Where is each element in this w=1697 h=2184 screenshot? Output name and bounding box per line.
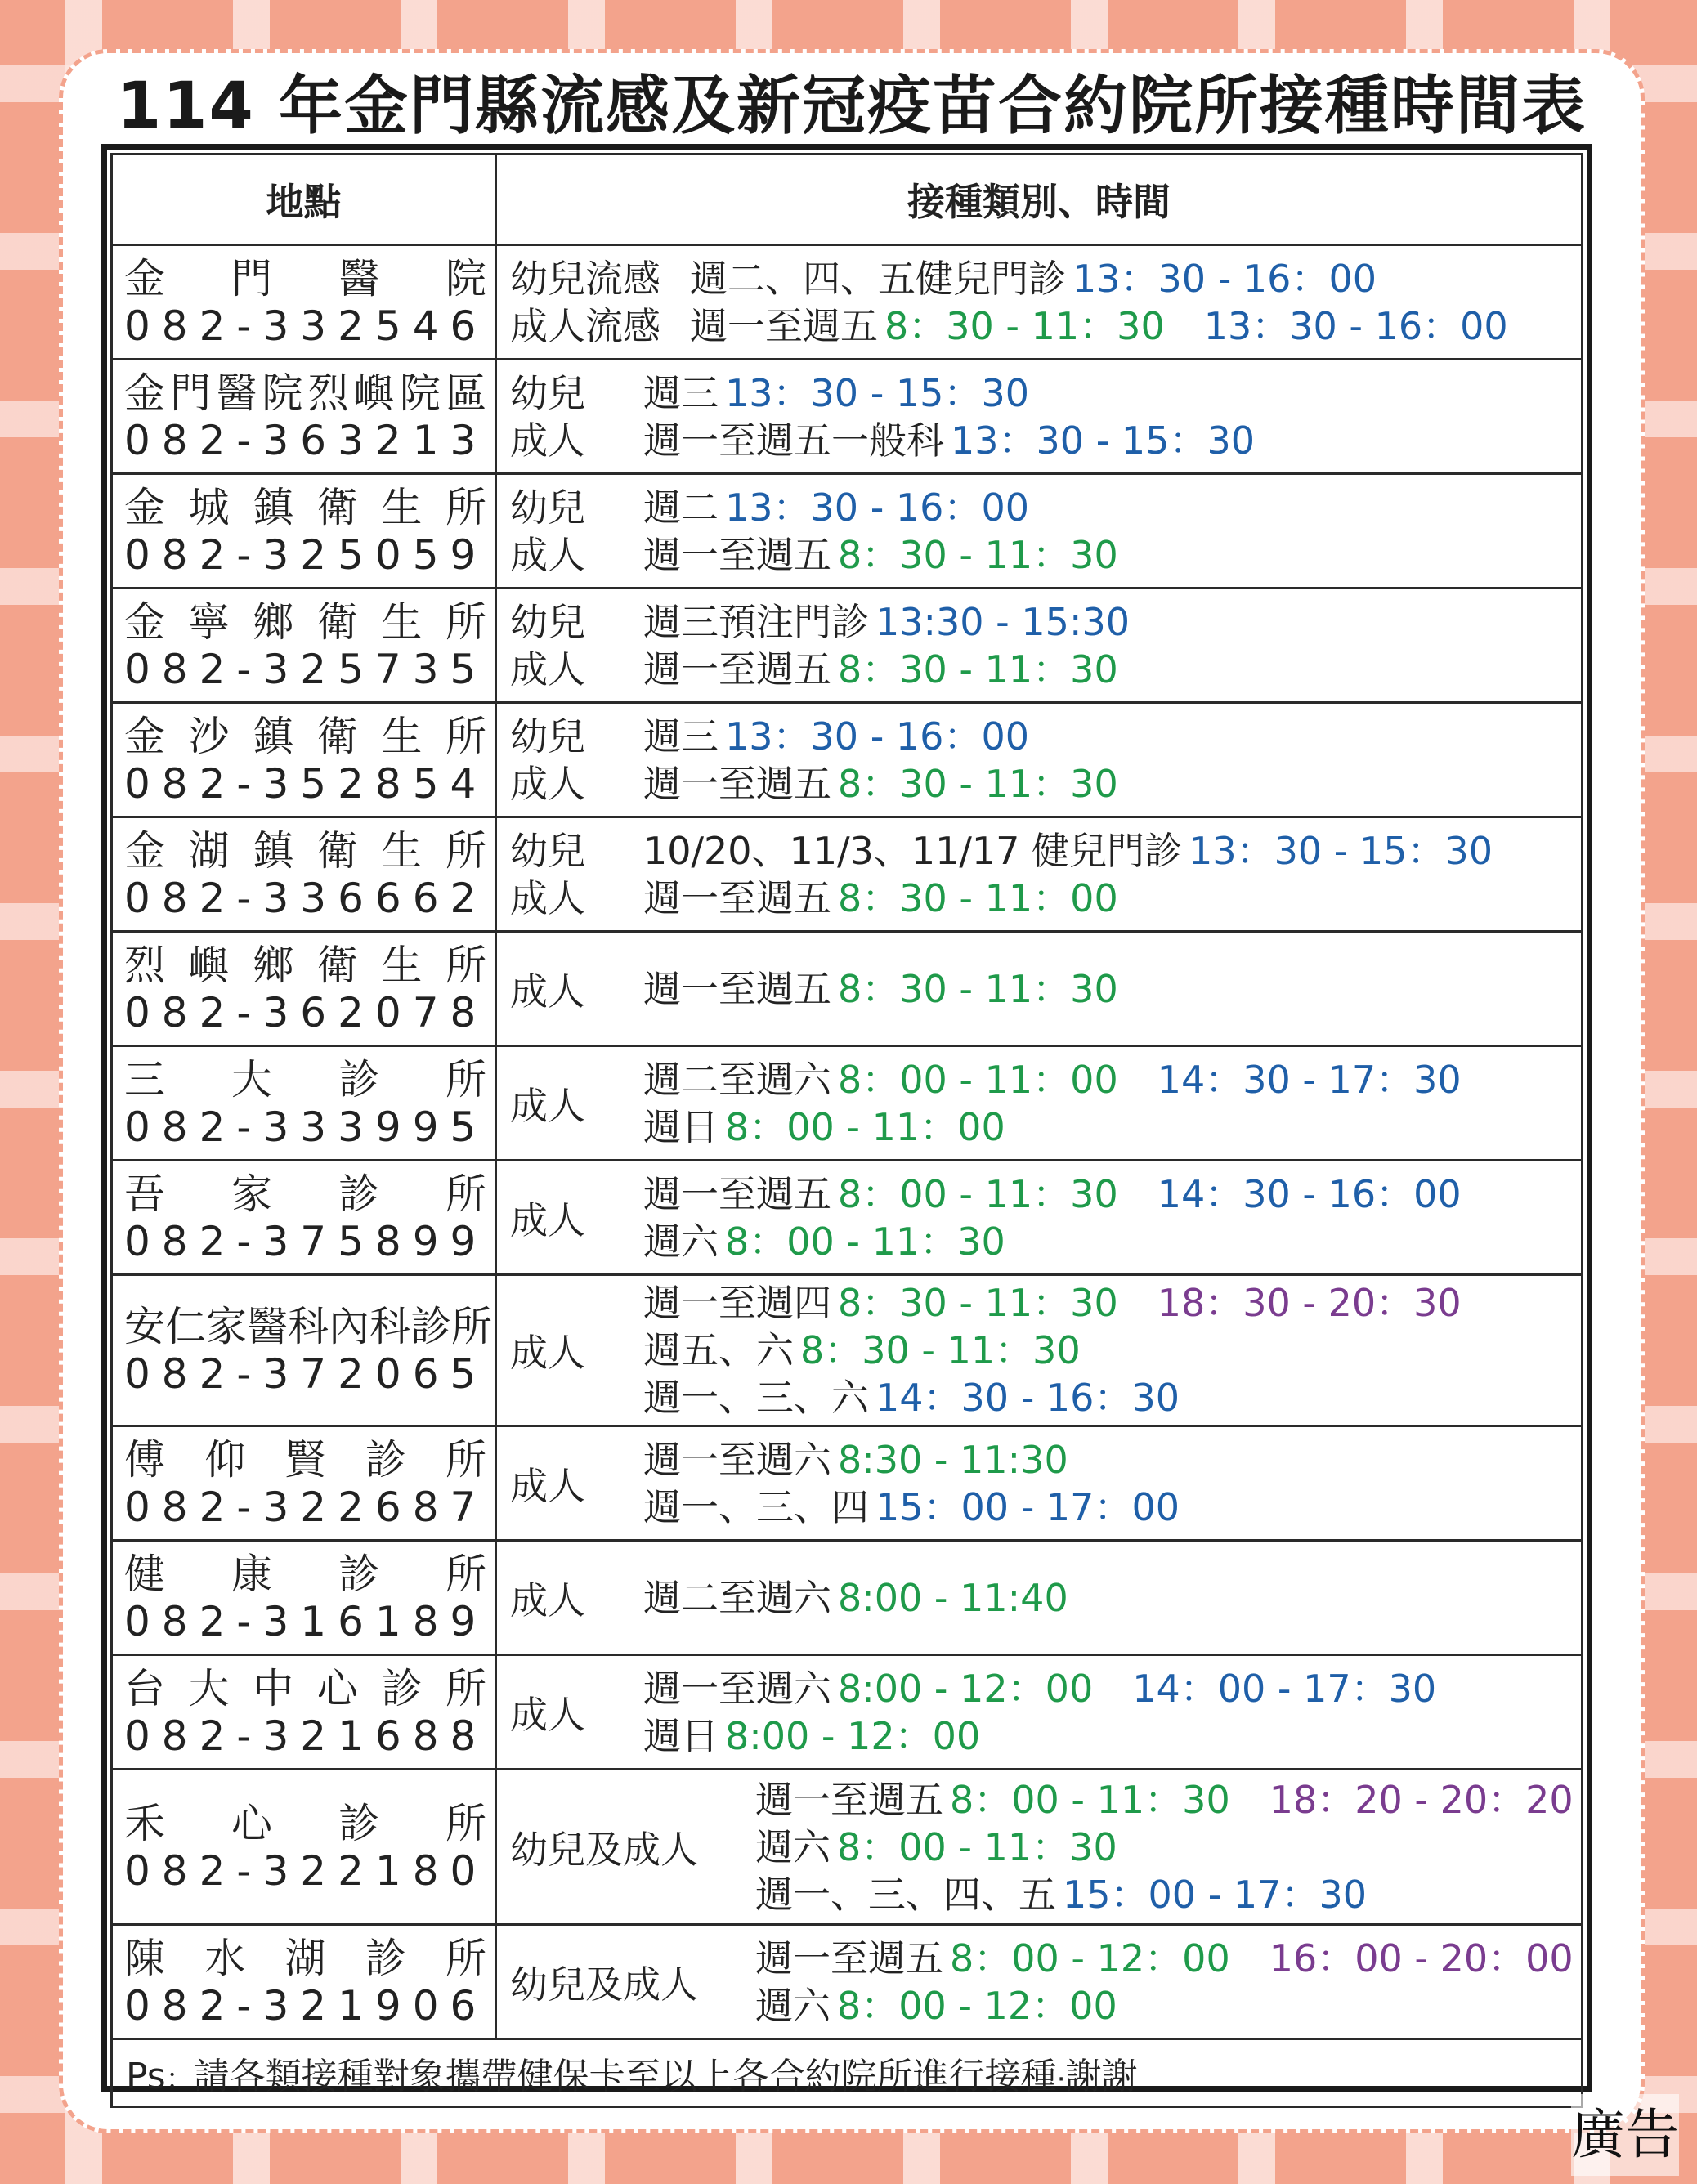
time-range-secondary: 13：30 - 16：00 xyxy=(1203,303,1508,348)
time-range: 8：30 - 11：30 xyxy=(838,1281,1118,1325)
place-phone: 082-363213 xyxy=(124,416,488,464)
schedule-line xyxy=(510,598,1130,646)
schedule-cell xyxy=(496,932,1583,1046)
line-days: 週一至週五 xyxy=(643,761,831,806)
schedule-line xyxy=(755,1935,1574,1982)
schedule-cell xyxy=(496,1046,1583,1161)
vaccine-category: 成人 xyxy=(510,1331,585,1375)
place-phone: 082-316189 xyxy=(124,1597,488,1645)
place-phone: 082-372065 xyxy=(124,1350,488,1398)
line-days: 週三預注門診 xyxy=(643,599,869,644)
line-days: 週一、三、六 xyxy=(643,1376,869,1420)
place-cell xyxy=(112,245,496,360)
time-range: 15：00 - 17：30 xyxy=(1063,1872,1367,1917)
line-days: 週六 xyxy=(755,1983,831,2028)
line-category: 成人 xyxy=(510,418,585,463)
line-category: 成人流感 xyxy=(510,303,660,348)
vaccine-category: 成人 xyxy=(510,969,585,1014)
place-phone: 082-325735 xyxy=(124,645,488,693)
line-category: 幼兒 xyxy=(510,599,585,644)
note-prefix: Ps xyxy=(126,2056,166,2097)
schedule-line xyxy=(643,1712,1436,1760)
time-range: 13：30 - 15：30 xyxy=(951,418,1255,463)
table-row xyxy=(112,474,1583,589)
schedule-cell xyxy=(496,817,1583,932)
line-category: 幼兒 xyxy=(510,714,585,759)
schedule-line xyxy=(643,1056,1462,1103)
schedule-line xyxy=(510,302,1508,350)
vaccine-category: 幼兒及成人 xyxy=(510,1962,698,2007)
schedule-line xyxy=(510,713,1118,760)
schedule-cell xyxy=(496,1925,1583,2039)
schedule-line xyxy=(643,1374,1462,1421)
time-range: 8:30 - 11:30 xyxy=(838,1437,1068,1482)
line-days: 週一、三、四、五 xyxy=(755,1872,1056,1917)
place-name: 陳水湖診所 xyxy=(124,1934,486,1982)
time-range-secondary: 16：00 - 20：00 xyxy=(1269,1936,1574,1980)
line-days: 週三 xyxy=(643,370,719,415)
place-phone: 082-322687 xyxy=(124,1483,488,1531)
ad-label: 廣告 xyxy=(1571,2094,1679,2176)
place-cell xyxy=(112,1541,496,1655)
place-phone: 082-322180 xyxy=(124,1846,488,1895)
time-range: 8：30 - 11：30 xyxy=(838,966,1118,1011)
place-name: 三大診所 xyxy=(124,1055,486,1103)
line-days: 週五、六 xyxy=(643,1328,794,1372)
table-row xyxy=(112,245,1583,360)
time-range: 8：30 - 11：30 xyxy=(838,532,1118,577)
line-days: 週六 xyxy=(643,1219,719,1264)
vaccine-category: 成人 xyxy=(510,1578,585,1622)
place-cell xyxy=(112,589,496,703)
line-days: 週六 xyxy=(755,1824,831,1869)
place-phone: 082-325059 xyxy=(124,530,488,579)
vaccine-category: 幼兒及成人 xyxy=(510,1827,698,1872)
schedule-line xyxy=(510,531,1118,579)
line-days: 週一至週五 xyxy=(643,1171,831,1216)
line-category: 成人 xyxy=(510,761,585,806)
place-cell xyxy=(112,474,496,589)
place-name: 烈嶼鄉衛生所 xyxy=(124,941,486,989)
place-name: 金湖鎮衛生所 xyxy=(124,826,486,875)
time-range: 8：00 - 12：00 xyxy=(837,1983,1117,2028)
time-range: 13：30 - 15：30 xyxy=(1189,828,1493,873)
time-range-secondary: 14：30 - 17：30 xyxy=(1157,1057,1462,1102)
schedule-line xyxy=(510,484,1118,531)
table-row xyxy=(112,1275,1583,1426)
line-days: 週一至週五 xyxy=(643,647,831,691)
place-name: 金寧鄉衛生所 xyxy=(124,597,486,646)
schedule-line xyxy=(755,1824,1574,1871)
time-range: 8：30 - 11：30 xyxy=(838,761,1118,806)
line-days: 週一至週六 xyxy=(643,1666,831,1711)
vaccine-category: 成人 xyxy=(510,1463,585,1508)
place-name: 傅仰賢診所 xyxy=(124,1435,486,1484)
place-cell xyxy=(112,817,496,932)
place-name: 金沙鎮衛生所 xyxy=(124,712,486,760)
table-row xyxy=(112,1426,1583,1541)
place-name: 金城鎮衛生所 xyxy=(124,483,486,531)
time-range: 8：00 - 11：30 xyxy=(950,1777,1230,1822)
line-days: 週一至週五 xyxy=(643,532,831,577)
line-days: 週一至週五 xyxy=(755,1936,943,1980)
line-days: 週日 xyxy=(643,1104,719,1149)
time-range-secondary: 18：30 - 20：30 xyxy=(1157,1281,1462,1325)
place-phone: 082-352854 xyxy=(124,759,488,808)
table-row xyxy=(112,703,1583,817)
note-separator: ： xyxy=(165,2063,194,2096)
place-name: 禾心診所 xyxy=(124,1799,486,1847)
place-cell xyxy=(112,703,496,817)
time-range: 8：30 - 11：00 xyxy=(838,875,1118,920)
time-range: 8：00 - 11：30 xyxy=(838,1171,1118,1216)
line-days: 10/20、11/3、11/17 健兒門診 xyxy=(643,828,1183,873)
time-range: 8:00 - 11:40 xyxy=(838,1575,1068,1620)
note-cell xyxy=(112,2039,1583,2107)
schedule-line xyxy=(755,1871,1574,1918)
line-category: 成人 xyxy=(510,647,585,691)
place-cell xyxy=(112,1770,496,1925)
place-cell xyxy=(112,1655,496,1770)
place-phone: 082-321688 xyxy=(124,1712,488,1760)
schedule-line xyxy=(510,417,1255,464)
schedule-line xyxy=(643,1103,1462,1151)
schedule-cell xyxy=(496,474,1583,589)
place-name: 安仁家醫科內科診所 xyxy=(124,1303,492,1350)
time-range: 15：00 - 17：00 xyxy=(875,1484,1180,1529)
schedule-cell xyxy=(496,1541,1583,1655)
schedule-line xyxy=(643,1279,1462,1327)
table-row xyxy=(112,1161,1583,1275)
place-cell xyxy=(112,1046,496,1161)
line-days: 週二至週六 xyxy=(643,1057,831,1102)
schedule-line xyxy=(643,1218,1462,1265)
line-days: 週三 xyxy=(643,714,719,759)
time-range: 8：30 - 11：30 xyxy=(800,1328,1081,1372)
place-phone: 082-333995 xyxy=(124,1103,488,1151)
time-range: 8：00 - 11：30 xyxy=(837,1824,1117,1869)
schedule-line xyxy=(755,1776,1574,1824)
place-cell xyxy=(112,932,496,1046)
table-row xyxy=(112,1046,1583,1161)
time-range: 13：30 - 16：00 xyxy=(725,714,1029,759)
time-range: 8：30 - 11：30 xyxy=(838,647,1118,691)
place-cell xyxy=(112,360,496,474)
table-row xyxy=(112,1925,1583,2039)
schedule-line xyxy=(643,1574,1068,1622)
table-row xyxy=(112,1770,1583,1925)
place-cell xyxy=(112,1925,496,2039)
schedule-line xyxy=(510,875,1493,922)
time-range: 8:00 - 12：00 xyxy=(838,1666,1094,1711)
schedule-line xyxy=(510,646,1130,693)
place-name: 台大中心診所 xyxy=(124,1664,486,1712)
time-range: 8：00 - 11：30 xyxy=(725,1219,1005,1264)
table-row xyxy=(112,932,1583,1046)
time-range: 8：30 - 11：30 xyxy=(884,303,1165,348)
line-days: 週一至週五 xyxy=(755,1777,943,1822)
note-row xyxy=(112,2039,1583,2107)
time-range-secondary: 18：20 - 20：20 xyxy=(1269,1777,1574,1822)
vaccine-category: 成人 xyxy=(510,1083,585,1128)
note-dot: · xyxy=(1056,2063,1066,2096)
poster-title: 114 年金門縣流感及新冠疫苗合約院所接種時間表 xyxy=(117,69,1587,143)
schedule-line xyxy=(643,1665,1436,1712)
time-range: 13：30 - 16：00 xyxy=(725,485,1029,530)
schedule-cell xyxy=(496,1655,1583,1770)
vaccine-category: 成人 xyxy=(510,1692,585,1737)
place-phone: 082-332546 xyxy=(124,302,488,350)
line-days: 週一至週四 xyxy=(643,1281,831,1325)
place-phone: 082-362078 xyxy=(124,988,488,1036)
table-row xyxy=(112,360,1583,474)
schedule-table-frame xyxy=(101,144,1592,2097)
line-days: 週二 xyxy=(643,485,719,530)
place-name: 金門醫院烈嶼院區 xyxy=(124,369,486,417)
line-days: 週二、四、五健兒門診 xyxy=(690,256,1066,301)
schedule-cell xyxy=(496,1770,1583,1925)
line-days: 週一至週五 xyxy=(643,966,831,1011)
time-range: 14：30 - 16：30 xyxy=(875,1376,1180,1420)
schedule-cell xyxy=(496,245,1583,360)
table-body xyxy=(112,245,1583,2039)
line-days: 週一至週五一般科 xyxy=(643,418,944,463)
schedule-line xyxy=(510,827,1493,875)
line-days: 週一、三、四 xyxy=(643,1484,869,1529)
line-category: 幼兒 xyxy=(510,370,585,415)
time-range: 8：00 - 12：00 xyxy=(950,1936,1230,1980)
line-category: 成人 xyxy=(510,532,585,577)
schedule-cell xyxy=(496,1275,1583,1426)
schedule-line xyxy=(643,1327,1462,1374)
schedule-cell xyxy=(496,1426,1583,1541)
table-row xyxy=(112,1541,1583,1655)
schedule-line xyxy=(643,965,1118,1013)
line-category: 幼兒流感 xyxy=(510,256,660,301)
schedule-line xyxy=(510,369,1255,417)
time-range: 8：00 - 11：00 xyxy=(725,1104,1005,1149)
schedule-cell xyxy=(496,589,1583,703)
header-schedule: 接種類別、時間 xyxy=(496,154,1583,245)
time-range: 13：30 - 15：30 xyxy=(725,370,1029,415)
table-row xyxy=(112,1655,1583,1770)
header-place: 地點 xyxy=(112,154,496,245)
place-phone: 082-321906 xyxy=(124,1981,488,2030)
schedule-line xyxy=(643,1170,1462,1218)
time-range: 13：30 - 16：00 xyxy=(1072,256,1377,301)
table-row xyxy=(112,817,1583,932)
schedule-table xyxy=(110,153,1583,2108)
place-phone: 082-375899 xyxy=(124,1217,488,1265)
schedule-line xyxy=(643,1484,1180,1531)
line-days: 週日 xyxy=(643,1713,719,1758)
table-row xyxy=(112,589,1583,703)
line-days: 週一至週六 xyxy=(643,1437,831,1482)
place-phone: 082-336662 xyxy=(124,874,488,922)
place-name: 吾家診所 xyxy=(124,1170,486,1218)
table-header-row xyxy=(112,154,1583,245)
line-days: 週二至週六 xyxy=(643,1575,831,1620)
place-name: 健康診所 xyxy=(124,1550,486,1598)
time-range: 13:30 - 15:30 xyxy=(875,599,1130,644)
place-cell xyxy=(112,1161,496,1275)
schedule-line xyxy=(510,760,1118,808)
place-cell xyxy=(112,1275,496,1426)
place-cell xyxy=(112,1426,496,1541)
schedule-line xyxy=(643,1436,1180,1484)
schedule-line xyxy=(755,1982,1574,2030)
schedule-cell xyxy=(496,1161,1583,1275)
schedule-cell xyxy=(496,703,1583,817)
time-range: 8:00 - 12：00 xyxy=(725,1713,981,1758)
line-category: 成人 xyxy=(510,875,585,920)
note-end: 謝謝 xyxy=(1065,2056,1138,2097)
time-range-secondary: 14：30 - 16：00 xyxy=(1157,1171,1462,1216)
line-category: 幼兒 xyxy=(510,828,585,873)
line-category: 幼兒 xyxy=(510,485,585,530)
schedule-line xyxy=(510,255,1508,302)
time-range-secondary: 14：00 - 17：30 xyxy=(1132,1666,1437,1711)
schedule-cell xyxy=(496,360,1583,474)
time-range: 8：00 - 11：00 xyxy=(838,1057,1118,1102)
note-text: 請各類接種對象攜帶健保卡至以上各合約院所進行接種 xyxy=(193,2056,1057,2097)
line-days: 週一至週五 xyxy=(643,875,831,920)
place-name: 金門醫院 xyxy=(124,254,486,302)
line-days: 週一至週五 xyxy=(690,303,878,348)
vaccine-category: 成人 xyxy=(510,1197,585,1242)
